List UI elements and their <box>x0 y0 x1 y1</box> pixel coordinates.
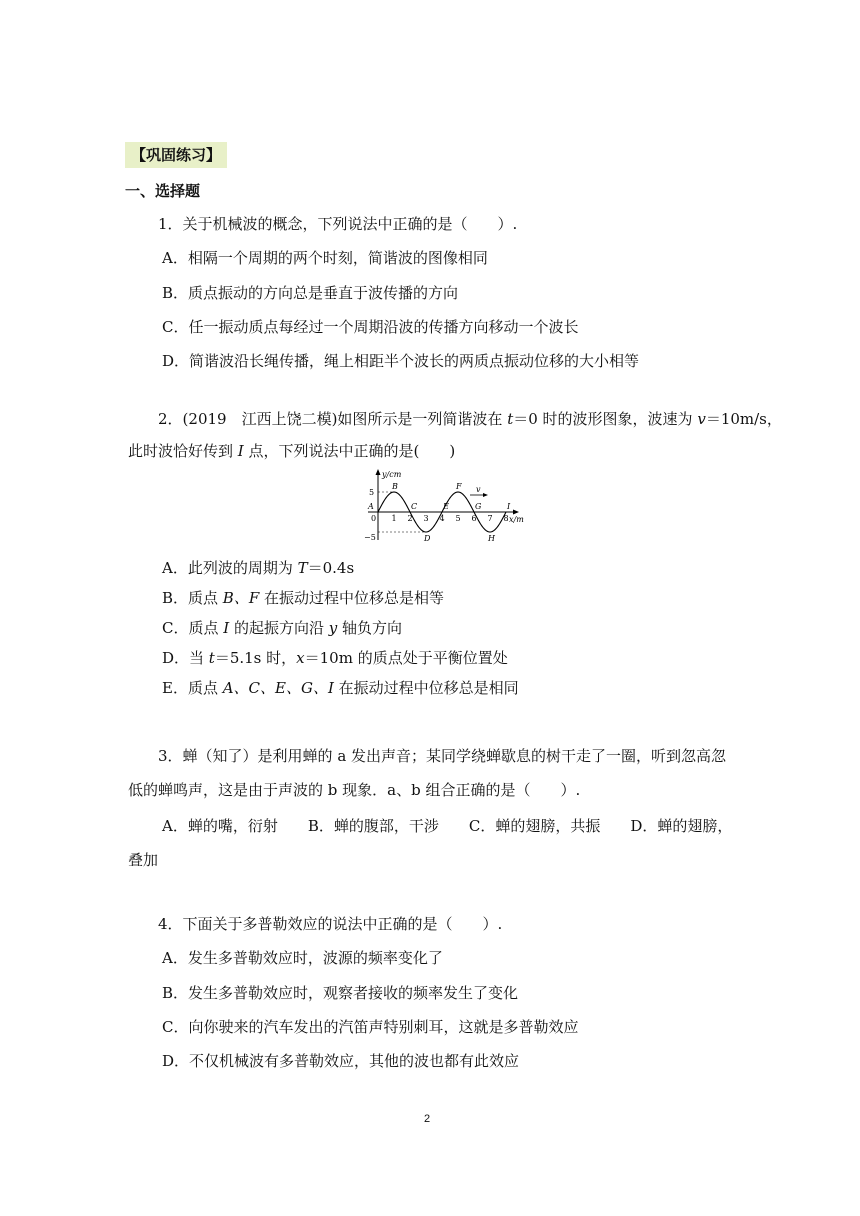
question-4-stem: 4．下面关于多普勒效应的说法中正确的是（ ）. <box>158 915 503 933</box>
question-3-options: A．蝉的嘴，衍射 B．蝉的腹部，干涉 C．蝉的翅膀，共振 D．蝉的翅膀， <box>162 817 733 835</box>
point-label-E: E <box>443 502 449 511</box>
question-4-option-c: C．向你驶来的汽车发出的汽笛声特别刺耳，这就是多普勒效应 <box>162 1018 579 1036</box>
y-axis-label: y/cm <box>382 470 402 479</box>
question-2-option-c: C．质点 I 的起振方向沿 y 轴负方向 <box>162 619 402 637</box>
section-heading: 【巩固练习】 <box>125 142 227 168</box>
question-2-option-d: D．当 t＝5.1s 时，x＝10m 的质点处于平衡位置处 <box>162 649 508 667</box>
x-tick-6: 6 <box>471 514 477 523</box>
y-tick-neg5: −5 <box>364 533 376 542</box>
question-4-option-d: D．不仅机械波有多普勒效应，其他的波也都有此效应 <box>162 1052 520 1070</box>
question-3-stem-line-1: 3．蝉（知了）是利用蝉的 a 发出声音；某同学绕蝉歇息的树干走了一圈，听到忽高忽 <box>158 747 727 765</box>
point-label-I: I <box>507 502 511 511</box>
y-tick-5: 5 <box>369 488 375 497</box>
page-number: 2 <box>424 1113 431 1125</box>
x-tick-8: 8 <box>503 514 509 523</box>
point-label-G: G <box>475 502 482 511</box>
x-tick-5: 5 <box>455 514 461 523</box>
question-4-option-a: A．发生多普勒效应时，波源的频率变化了 <box>162 949 443 967</box>
point-label-A: A <box>368 502 374 511</box>
question-1-option-b: B．质点振动的方向总是垂直于波传播的方向 <box>162 284 459 302</box>
velocity-arrowhead <box>483 493 488 497</box>
question-1-option-a: A．相隔一个周期的两个时刻，简谐波的图像相同 <box>162 249 488 267</box>
question-4-option-b: B．发生多普勒效应时，观察者接收的频率发生了变化 <box>162 984 519 1002</box>
x-axis-label: x/m <box>509 515 524 524</box>
velocity-label: v <box>476 485 481 494</box>
x-tick-4: 4 <box>439 514 445 523</box>
question-2-stem-line-1: 2．(2019 江西上饶二模)如图所示是一列简谐波在 t＝0 时的波形图象，波速为 v＝10m/s， <box>158 410 782 428</box>
x-tick-7: 7 <box>487 514 493 523</box>
x-tick-2: 2 <box>407 514 413 523</box>
x-tick-3: 3 <box>423 514 429 523</box>
x-axis-arrow <box>513 510 519 515</box>
question-2-option-b: B．质点 B、F 在振动过程中位移总是相等 <box>162 589 445 607</box>
y-tick-0: 0 <box>371 514 377 523</box>
question-2-option-e: E．质点 A、C、E、G、I 在振动过程中位移总是相同 <box>162 679 519 697</box>
point-label-C: C <box>411 502 418 511</box>
point-label-D: D <box>424 534 431 543</box>
question-3-stem-line-2: 低的蝉鸣声，这是由于声波的 b 现象．a、b 组合正确的是（ ）. <box>128 781 581 799</box>
point-label-H: H <box>488 534 495 543</box>
wave-graph <box>360 468 530 546</box>
x-tick-1: 1 <box>391 514 397 523</box>
question-1-option-d: D．简谐波沿长绳传播，绳上相距半个波长的两质点振动位移的大小相等 <box>162 352 640 370</box>
wave-graph-figure <box>360 468 530 546</box>
question-1-option-c: C．任一振动质点每经过一个周期沿波的传播方向移动一个波长 <box>162 318 579 336</box>
question-2-stem-line-2: 此时波恰好传到 I 点，下列说法中正确的是( ) <box>128 442 456 460</box>
y-axis-arrow <box>376 469 381 475</box>
point-label-B: B <box>392 482 398 491</box>
x-ticks <box>392 514 509 523</box>
question-1-stem: 1．关于机械波的概念，下列说法中正确的是（ ）. <box>158 215 518 233</box>
point-label-F: F <box>456 482 462 491</box>
section-title: 一、选择题 <box>125 182 201 200</box>
question-3-options-wrap: 叠加 <box>128 851 159 869</box>
question-2-option-a: A．此列波的周期为 T＝0.4s <box>162 559 355 577</box>
